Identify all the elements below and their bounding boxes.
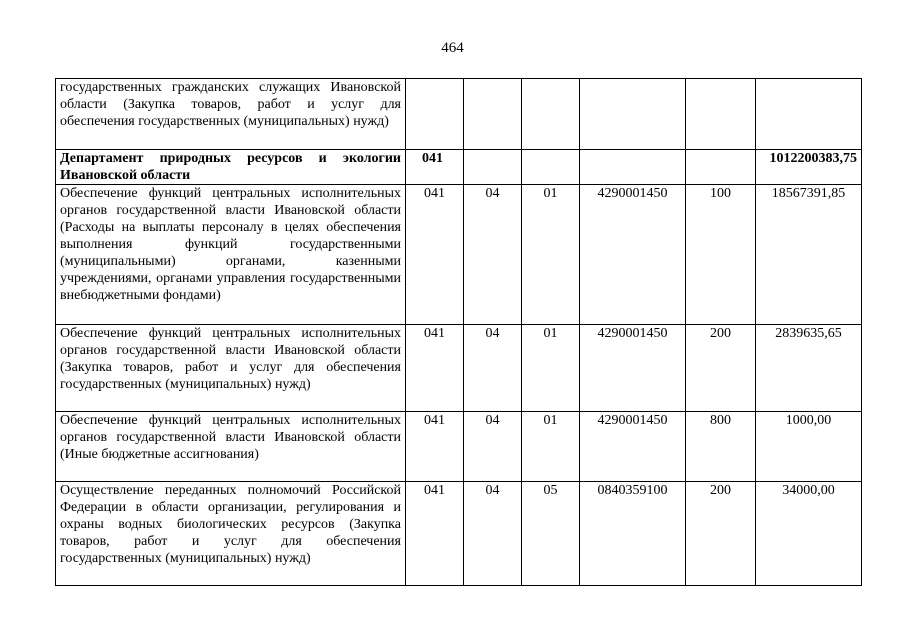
row-code: 041: [406, 185, 464, 325]
row-code: 041: [406, 150, 464, 185]
row-subsection: [522, 150, 580, 185]
row-section: 04: [464, 482, 522, 586]
row-amount: 34000,00: [756, 482, 862, 586]
row-amount: 2839635,65: [756, 325, 862, 412]
table-row: [56, 482, 862, 586]
page-number: 464: [441, 40, 464, 56]
table-row: [56, 412, 862, 482]
row-type: 100: [686, 185, 756, 325]
row-type: 200: [686, 482, 756, 586]
row-amount: 18567391,85: [756, 185, 862, 325]
row-description: Обеспечение функций центральных исполнительных органов государственной власти Ивановской области (Закупка товаров, работ и услуг для обеспечения государственных (муниципальных) нужд): [56, 325, 406, 412]
row-description: Осуществление переданных полномочий Российской Федерации в области организации, регулирования и охраны водных биологических ресурсов (Закупка товаров, работ и услуг для обеспечения государственных (муниципальных) нужд): [56, 482, 406, 586]
row-section: 04: [464, 325, 522, 412]
row-amount: [756, 79, 862, 150]
row-target: 4290001450: [580, 412, 686, 482]
row-section: 04: [464, 185, 522, 325]
row-description: Обеспечение функций центральных исполнительных органов государственной власти Ивановской области (Иные бюджетные ассигнования): [56, 412, 406, 482]
row-subsection: 01: [522, 185, 580, 325]
row-code: 041: [406, 325, 464, 412]
row-subsection: 05: [522, 482, 580, 586]
row-target: 0840359100: [580, 482, 686, 586]
row-amount: 1012200383,75: [756, 150, 862, 185]
row-type: 800: [686, 412, 756, 482]
row-subsection: 01: [522, 412, 580, 482]
table-row: [56, 325, 862, 412]
row-type: 200: [686, 325, 756, 412]
row-code: [406, 79, 464, 150]
row-section: [464, 150, 522, 185]
table-row: [56, 185, 862, 325]
row-target: 4290001450: [580, 185, 686, 325]
row-section: 04: [464, 412, 522, 482]
table-row-department: [56, 150, 862, 185]
row-type: [686, 79, 756, 150]
row-target: [580, 79, 686, 150]
row-subsection: [522, 79, 580, 150]
row-amount: 1000,00: [756, 412, 862, 482]
budget-table: [55, 78, 862, 586]
table-row: [56, 79, 862, 150]
row-target: 4290001450: [580, 325, 686, 412]
row-section: [464, 79, 522, 150]
row-description: Обеспечение функций центральных исполнительных органов государственной власти Ивановской области (Расходы на выплаты персоналу в целях обеспечения выполнения функций государственными (муниципальными) органами, казенными учреждениями, органами управления государственными внебюджетными фондами): [56, 185, 406, 325]
row-type: [686, 150, 756, 185]
row-target: [580, 150, 686, 185]
row-code: 041: [406, 482, 464, 586]
row-subsection: 01: [522, 325, 580, 412]
row-description: государственных гражданских служащих Ивановской области (Закупка товаров, работ и услуг для обеспечения государственных (муниципальных) нужд): [56, 79, 406, 150]
row-description: Департамент природных ресурсов и экологии Ивановской области: [56, 150, 406, 185]
row-code: 041: [406, 412, 464, 482]
